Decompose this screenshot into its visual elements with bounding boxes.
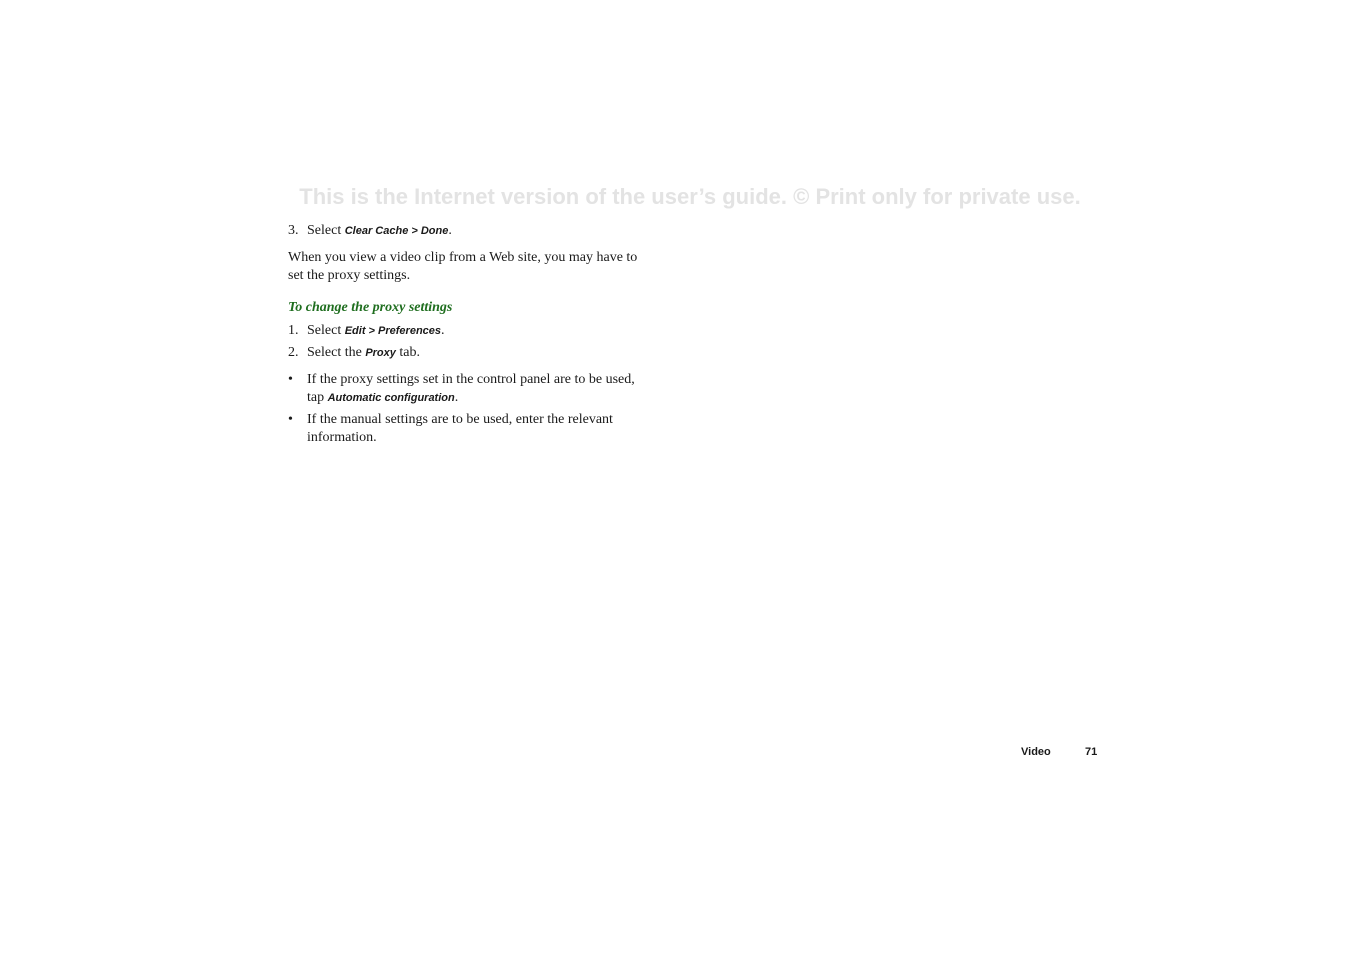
step-number: 3. [288,223,299,238]
bullet-text [307,411,613,447]
step-prefix: Select [307,223,345,238]
step-number: 1. [288,323,299,338]
step-prefix: Select [307,323,345,338]
step-suffix: . [441,323,445,338]
bullet-line-2-prefix: tap [307,390,328,405]
step-prefix: Select the [307,345,366,360]
ui-command: Proxy [365,347,396,359]
step-text [307,322,445,340]
step-2 [288,344,658,362]
bullet-suffix: . [454,390,459,405]
step-suffix: . [448,223,452,238]
bullet-line-2: information. [307,430,377,445]
footer-page-number: 71 [1085,746,1098,758]
watermark-text: This is the Internet version of the user’s guide. © Print only for private use. [299,184,1081,209]
footer-section-title: Video [1021,746,1051,758]
bullet-dot: • [288,412,293,427]
step-text [307,222,452,240]
bullet-item-manual [288,411,658,447]
step-1 [288,322,658,340]
step-3 [288,222,658,240]
intro-line-1: When you view a video clip from a Web site, you may have to [288,250,638,265]
bullet-item-automatic [288,371,658,407]
ui-command: Edit > Preferences [344,325,442,337]
intro-paragraph [288,249,658,285]
bullet-text [307,371,635,407]
page-content [288,222,658,447]
intro-line-2: set the proxy settings. [288,268,411,283]
bullet-line-1: If the proxy settings set in the control panel are to be used, [307,372,635,387]
step-number: 2. [288,345,299,360]
section-heading: To change the proxy settings [288,300,453,315]
bullet-line-1: If the manual settings are to be used, enter the relevant [307,412,613,427]
step-text [307,344,420,362]
step-suffix: tab. [395,345,420,360]
bullet-dot: • [288,372,293,387]
ui-command: Clear Cache > Done [344,225,449,237]
ui-command: Automatic configuration [327,392,455,404]
